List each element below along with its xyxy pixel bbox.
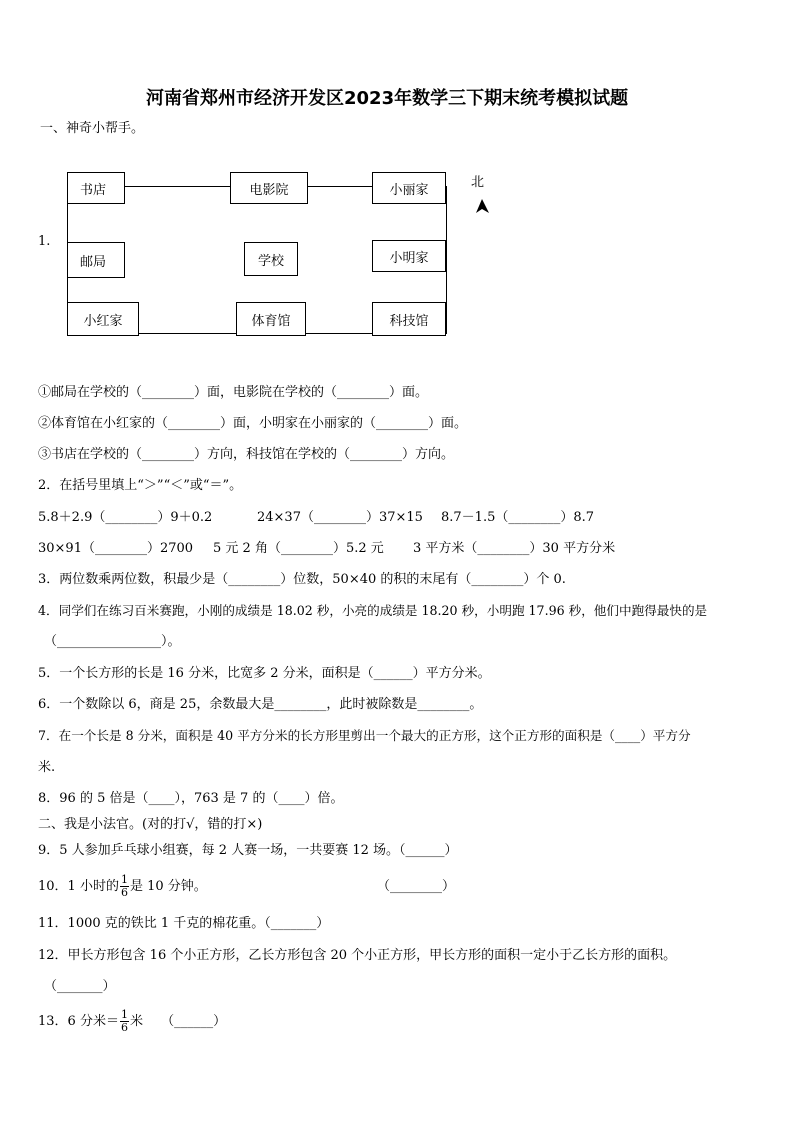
q2-row2-col1: 30×91（________）2700 — [38, 541, 194, 556]
q10-text-pre: 10．1 小时的 — [38, 879, 119, 894]
q10-blank: （________） — [377, 879, 456, 894]
q3: 3．两位数乘两位数，积最少是（________）位数，50×40 的积的末尾有（________）个 0. — [38, 572, 566, 587]
q7-line2: 米. — [38, 760, 56, 775]
q4-line2: （________________）。 — [44, 634, 181, 649]
q1-sub3: ③书店在学校的（________）方向，科技馆在学校的（________）方向。 — [38, 447, 455, 462]
q10-fraction-numerator: 1 — [120, 873, 128, 886]
q2-row2-col3: 3 平方米（________）30 平方分米 — [413, 541, 616, 556]
q2-row1-col3: 8.7－1.5（________）8.7 — [441, 510, 595, 525]
q1-sub2: ②体育馆在小红家的（________）面，小明家在小丽家的（________）面。 — [38, 416, 468, 431]
page-title: 河南省郑州市经济开发区2023年数学三下期末统考模拟试题 — [146, 88, 629, 109]
q12-line2: （_______） — [44, 979, 116, 994]
q13-blank: （______） — [161, 1014, 227, 1029]
q12-line1: 12．甲长方形包含 16 个小正方形，乙长方形包含 20 个小正方形，甲长方形的面积一定小于乙长方形的面积。 — [38, 948, 677, 963]
q10-text-post: 是 10 分钟。 — [129, 879, 207, 894]
q1-number: 1. — [38, 234, 51, 249]
place-xiaomingjia: 小明家 — [372, 240, 446, 272]
q4-line1: 4．同学们在练习百米赛跑，小刚的成绩是 18.02 秒，小亮的成绩是 18.20 秒，小明跑 17.96 秒，他们中跑得最快的是 — [38, 603, 708, 618]
q1-sub1: ①邮局在学校的（________）面，电影院在学校的（________）面。 — [38, 385, 429, 400]
north-label: 北 — [471, 175, 485, 190]
place-xuexiao: 学校 — [244, 242, 298, 276]
place-kejiguan: 科技馆 — [372, 302, 446, 336]
q10-fraction-denominator: 6 — [120, 886, 128, 899]
q13-fraction — [120, 1009, 129, 1034]
q10 — [38, 870, 207, 904]
place-tiyuguan: 体育馆 — [236, 302, 306, 336]
q13-text-pre: 13．6 分米＝ — [38, 1014, 119, 1029]
q11: 11．1000 克的铁比 1 千克的棉花重。（_______） — [38, 916, 330, 931]
place-dianyingyuan: 电影院 — [230, 172, 308, 204]
q13-fraction-numerator: 1 — [120, 1008, 128, 1021]
q2-row2-col2: 5 元 2 角（________）5.2 元 — [213, 541, 384, 556]
place-xiaohongjia: 小红家 — [67, 302, 139, 336]
q2-row1-col1: 5.8＋2.9（________）9＋0.2 — [38, 510, 213, 525]
q13 — [38, 1005, 226, 1039]
place-xiaolijia: 小丽家 — [372, 172, 446, 204]
place-shudian: 书店 — [67, 172, 125, 204]
q6: 6．一个数除以 6，商是 25，余数最大是________，此时被除数是________。 — [38, 697, 483, 712]
q7-line1: 7．在一个长是 8 分米，面积是 40 平方分米的长方形里剪出一个最大的正方形，这个正方形的面积是（____）平方分 — [38, 728, 691, 743]
q5: 5．一个长方形的长是 16 分米，比宽多 2 分米，面积是（______）平方分米。 — [38, 666, 491, 681]
q2-row1-col2: 24×37（________）37×15 — [257, 510, 423, 525]
place-youju: 邮局 — [67, 242, 125, 278]
north-arrow-icon — [474, 197, 492, 215]
q13-fraction-denominator: 6 — [120, 1021, 128, 1034]
q10-fraction — [120, 874, 129, 899]
section-2-heading: 二、我是小法官。(对的打√，错的打×) — [38, 817, 263, 832]
q8: 8．96 的 5 倍是（____），763 是 7 的（____）倍。 — [38, 791, 344, 806]
q13-text-post: 米 — [129, 1014, 143, 1029]
section-1-heading: 一、神奇小帮手。 — [40, 121, 145, 136]
q9: 9．5 人参加乒乓球小组赛，每 2 人赛一场，一共要赛 12 场。（______） — [38, 843, 458, 858]
q2-stem: 2．在括号里填上“＞”“＜”或“＝”。 — [38, 478, 243, 493]
